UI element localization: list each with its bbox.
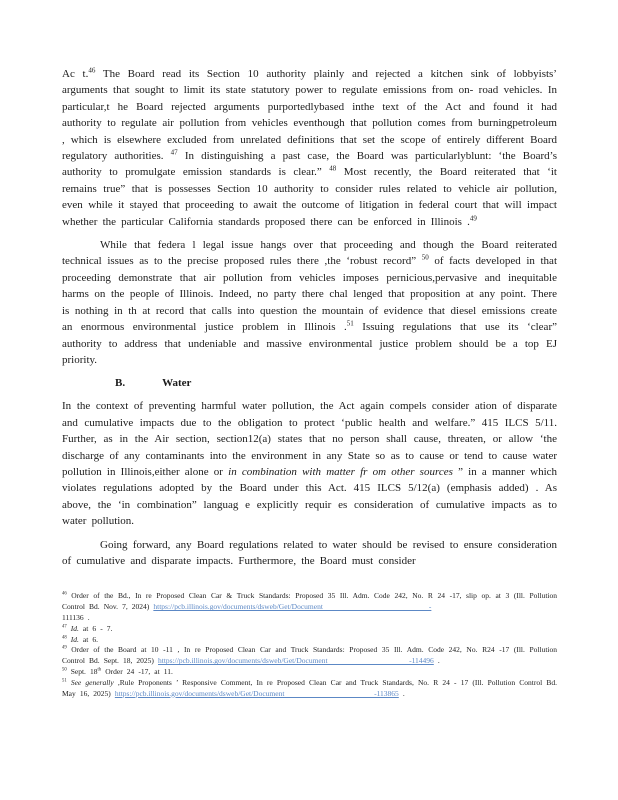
text-run: Order of the Board at 10 -11 , In re Proposed Clean Car and Truck Standards: Proposed 35 Ill. Adm. Code 242, No. R24 -17 (Ill. Pollution Control Bd. Sept. 18, 2025) bbox=[62, 645, 557, 666]
text-run: In distinguishing a past case, the Board was particularlyblunt: ‘the Board’s authority to promulgate emission standards is clear.” bbox=[62, 150, 557, 179]
footnote bbox=[62, 635, 557, 646]
footnote-reference: 49 bbox=[469, 214, 477, 222]
text-run: Ac t. bbox=[62, 68, 89, 80]
footnote-reference: 51 bbox=[62, 678, 67, 684]
text-run: Most recently, the Board reiterated that ‘it remains true” that is possesses Section 10 authority to consider rules related to vehicle air pollution, even while it stayed that proceeding to await the outcome of litigation in federal court that will impact whether the particular California standards proposed there can be enforced in Illinois . bbox=[62, 166, 557, 228]
text-run: While that federa l legal issue hangs over that proceeding and though the Board reiterated technical issues as to the precise proposed rules there ,the ‘robust record” bbox=[62, 239, 557, 268]
text-run: at 6. bbox=[78, 634, 99, 644]
text-run: at 6 - 7. bbox=[78, 623, 113, 633]
text-run: Going forward, any Board regulations related to water should be revised to ensure consideration of cumulative and disparate impacts. Furthermore, the Board must consider bbox=[62, 538, 557, 567]
text-run: in combination with matter fr om other sources bbox=[228, 465, 453, 478]
body-text-upper bbox=[62, 66, 557, 368]
section-heading-title: Water bbox=[162, 377, 192, 390]
footnote-reference: 46 bbox=[62, 591, 67, 597]
text-run: Order 24 -17, at 11. bbox=[101, 666, 173, 676]
section-heading bbox=[115, 375, 557, 391]
text-run: Order of the Bd., In re Proposed Clean Car & Truck Standards: Proposed 35 Ill. Adm. Code 242, No. R 24 -17, slip op. at 3 (Ill. Pollution Control Bd. Nov. 7, 2024) bbox=[62, 591, 557, 612]
footnote-reference: 49 bbox=[62, 645, 67, 651]
footnote-reference: th bbox=[97, 667, 102, 673]
text-run: Sept. 18 bbox=[66, 666, 98, 676]
footnote-link[interactable]: https://pcb.illinois.gov/documents/dsweb/Get/Document -114496 bbox=[158, 656, 434, 666]
footnote-reference: 47 bbox=[170, 148, 178, 157]
footnotes bbox=[62, 591, 557, 699]
footnote bbox=[62, 624, 557, 635]
text-run: The Board read its Section 10 authority plainly and rejected a kitchen sink of lobbyists’ arguments that sought to limit its state statutory power to regulate emissions from on- road vehicles. In particular,t he Board rejected arguments purportedlybased inthe text of the Act and found it had authority to regulate air pollution from vehicles eventhough that pollution comes from burningpetroleum , which is elsewhere excluded from unrelated definitions that set the scope of entirely different Board regulatory authorities. bbox=[62, 68, 557, 163]
footnote bbox=[62, 645, 557, 667]
footnote-link[interactable]: https://pcb.illinois.gov/documents/dsweb/Get/Document - bbox=[153, 602, 432, 612]
footnote-reference: 50 bbox=[421, 253, 429, 262]
text-run: ,Rule Proponents ’ Responsive Comment, In re Proposed Clean Car and Truck Standards, No. R 24 - 17 (Ill. Pollution Control Bd. May 16, 2025) bbox=[62, 677, 557, 698]
footnote-reference: 46 bbox=[88, 66, 96, 75]
text-run: . bbox=[433, 656, 440, 666]
text-run: . bbox=[398, 688, 405, 698]
text-run: 111136 . bbox=[62, 612, 90, 622]
paragraph bbox=[62, 237, 557, 368]
footnote-link[interactable]: https://pcb.illinois.gov/documents/dsweb/Get/Document -113865 bbox=[114, 688, 399, 698]
text-run: of facts developed in that proceeding demonstrate that air pollution from vehicles imposes pernicious,pervasive and inequitable harms on the people of Illinois. Indeed, no party there chal lenged that proposition at any point. There is nothing in th at record that calls into question the mountain of evidence that diesel emissions create an enormous environmental justice problem in Illinois . bbox=[62, 255, 557, 334]
footnote-reference: 51 bbox=[346, 319, 354, 328]
text-run: ” in a manner which violates regulations adopted by the Board under this Act. 415 ILCS 5/12(a) (emphasis added) . As above, the ‘in combination” languag e explicitly requir es consideration of cumulative impacts as to water pollution. bbox=[62, 465, 558, 528]
text-run: Issuing regulations that use its ‘clear” authority to address that undeniable and massive environmental justice problem should be a top EJ priority. bbox=[62, 321, 557, 366]
text-run: Id. bbox=[70, 634, 79, 644]
footnote-reference: 50 bbox=[62, 667, 67, 673]
text-run: Id. bbox=[70, 623, 79, 633]
paragraph bbox=[62, 398, 557, 529]
footnote bbox=[62, 591, 557, 623]
footnote-reference: 47 bbox=[62, 624, 67, 630]
footnote-reference: 48 bbox=[329, 164, 337, 173]
text-run: See generally bbox=[70, 677, 114, 687]
footnote bbox=[62, 667, 557, 678]
text-run: In the context of preventing harmful water pollution, the Act again compels consider ation of disparate and cumulative impacts due to the obligation to protect ‘public health and welfare.” 415 ILCS 5/11. Further, as in the Air section, section12(a) states that no person shall cause, threaten, or allow ‘the discharge of any contaminants into the environment in any State so as to cause or tend to cause water pollution in Illinois,either alone or bbox=[62, 400, 557, 478]
section-heading-label: B. bbox=[115, 377, 126, 390]
paragraph bbox=[62, 66, 557, 230]
footnote-reference: 48 bbox=[62, 635, 67, 641]
body-text-lower bbox=[62, 398, 557, 569]
paragraph bbox=[62, 537, 557, 570]
footnote bbox=[62, 678, 557, 700]
